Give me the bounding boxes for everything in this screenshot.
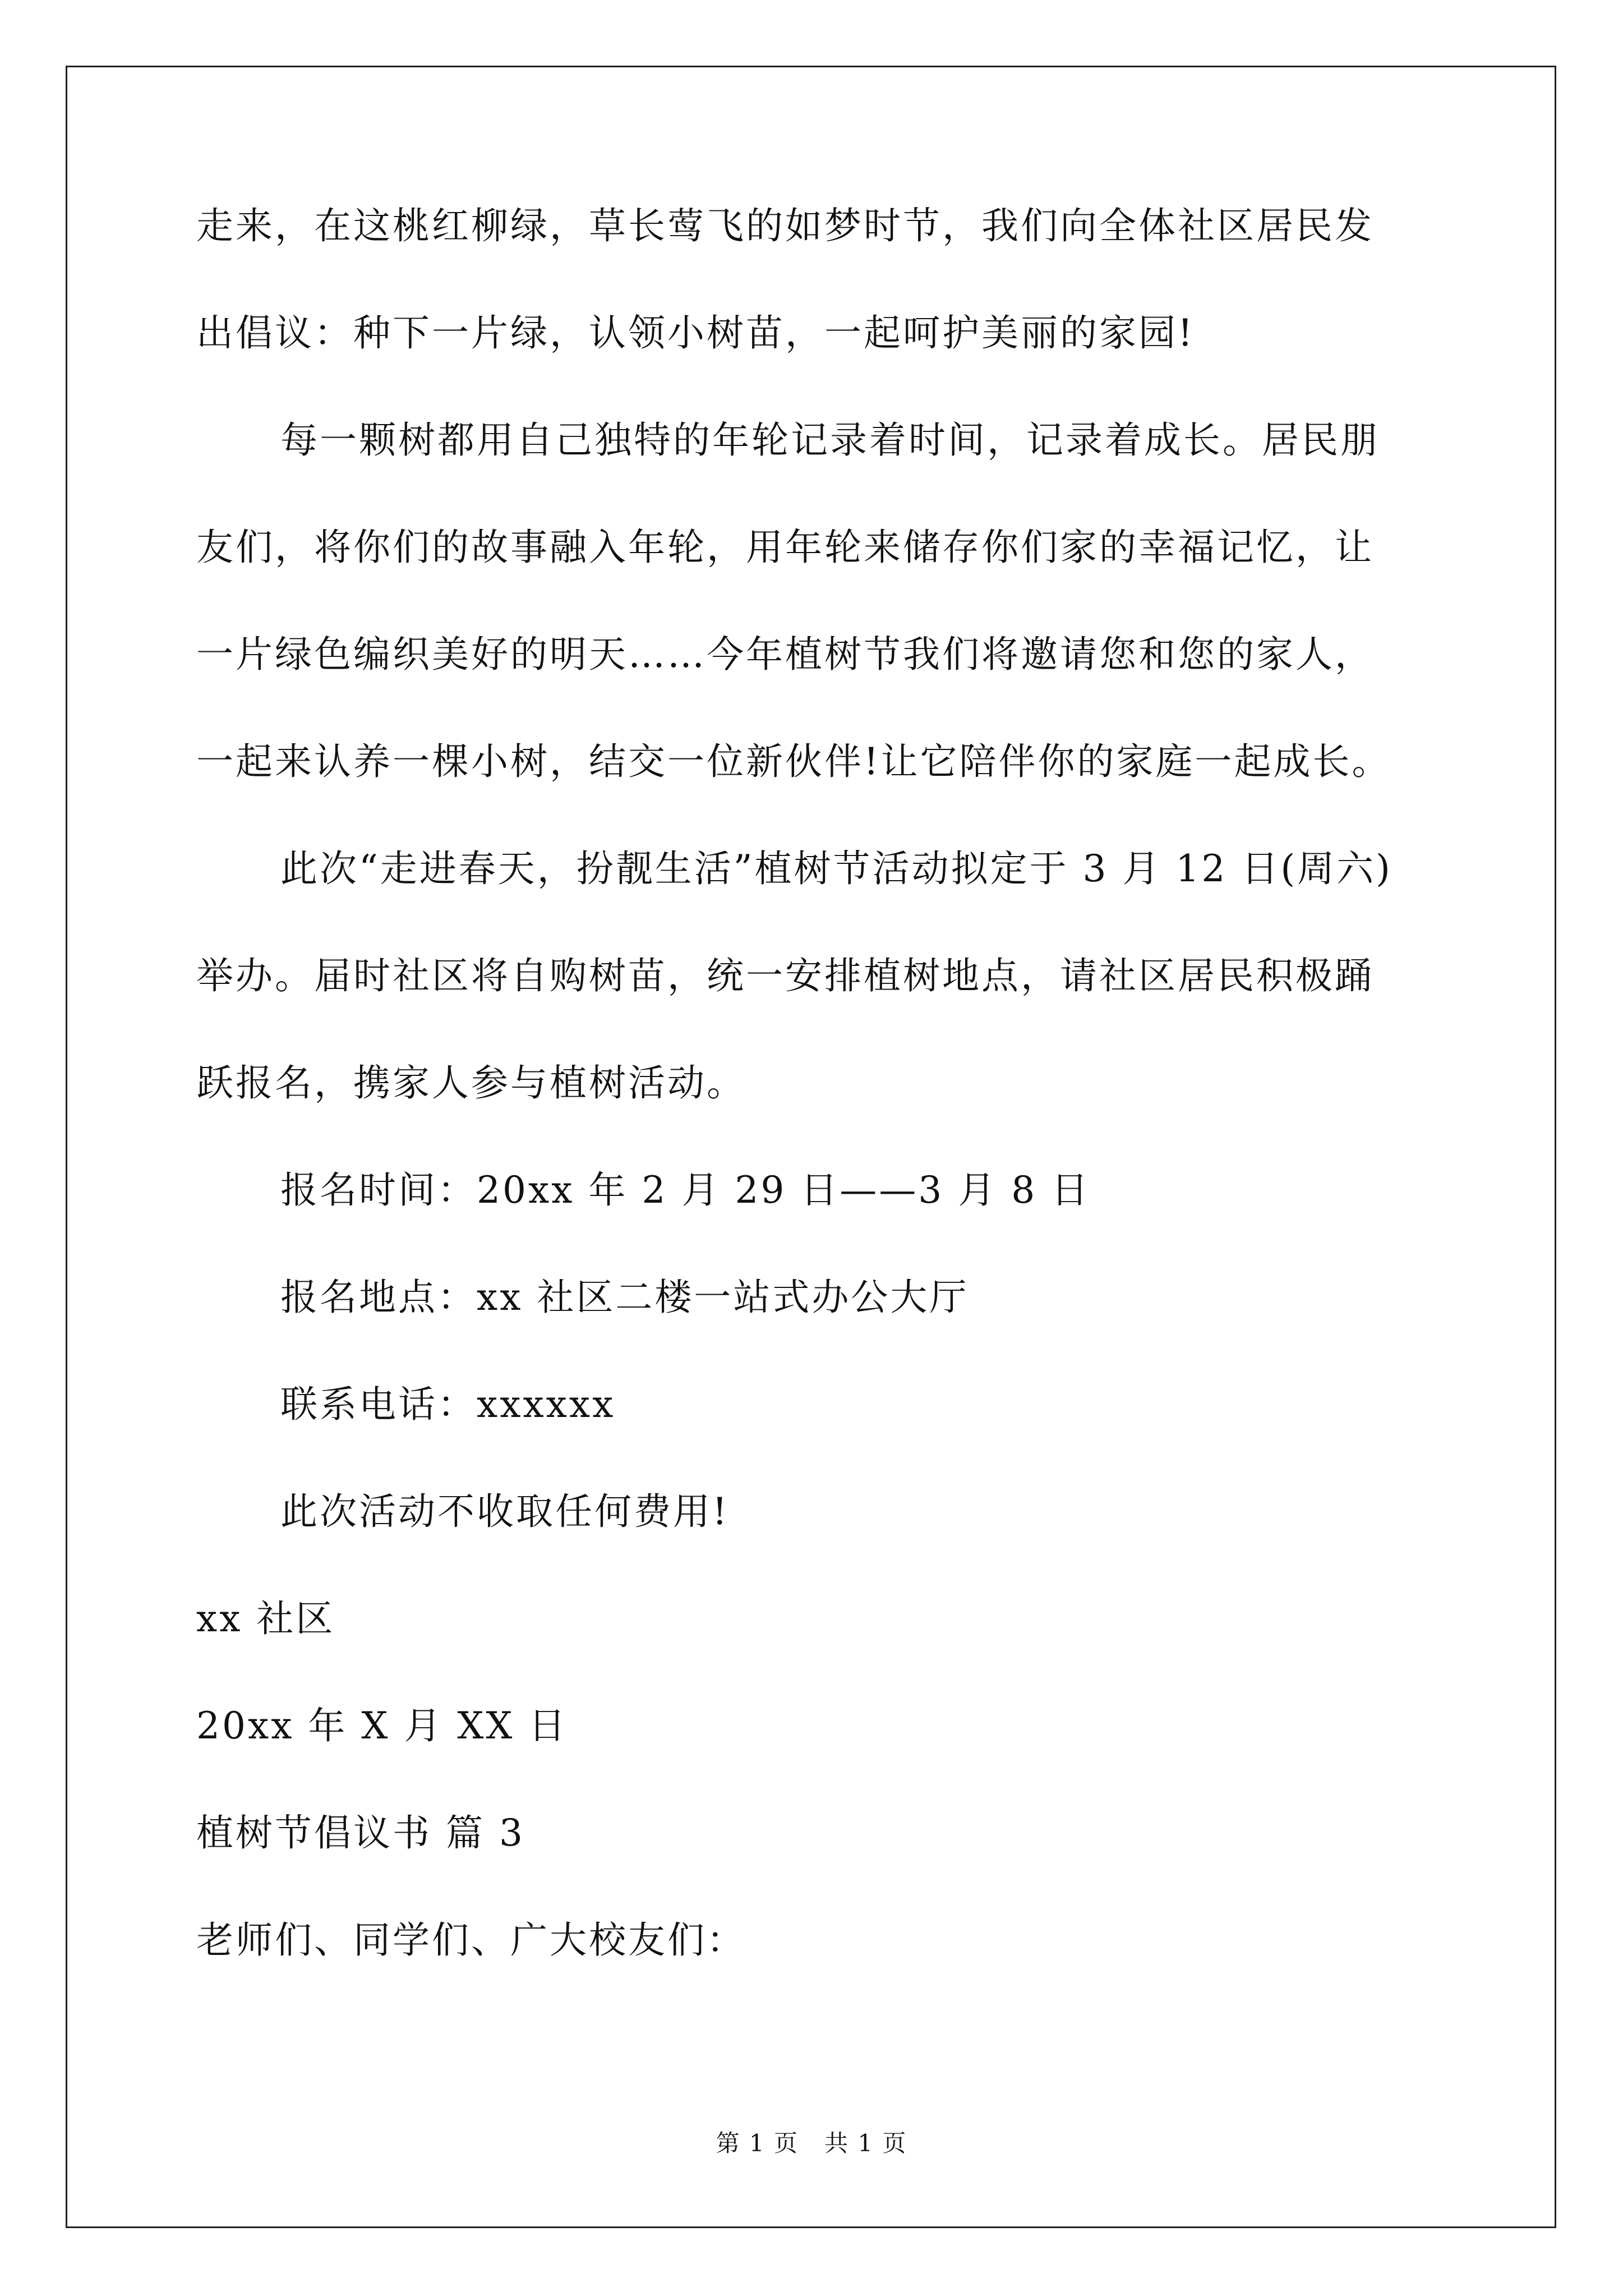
paragraph-line: 此次“走进春天，扮靓生活”植树节活动拟定于 3 月 12 日(周六)	[280, 847, 1393, 890]
contact-phone: 联系电话：xxxxxx	[280, 1383, 616, 1426]
document-body	[196, 204, 1458, 2029]
paragraph-line: 一起来认养一棵小树，结交一位新伙伴!让它陪伴你的家庭一起成长。	[196, 740, 1391, 783]
signup-location: 报名地点：xx 社区二楼一站式办公大厅	[280, 1276, 969, 1319]
salutation: 老师们、同学们、广大校友们：	[196, 1918, 746, 1962]
signup-time: 报名时间：20xx 年 2 月 29 日——3 月 8 日	[280, 1168, 1091, 1212]
page-total: 共 1 页	[824, 2129, 907, 2157]
paragraph-line: 举办。届时社区将自购树苗，统一安排植树地点，请社区居民积极踊	[196, 954, 1374, 997]
paragraph-line: 出倡议：种下一片绿，认领小树苗，一起呵护美丽的家园!	[196, 311, 1195, 355]
page-number: 第 1 页	[716, 2129, 799, 2157]
page-footer	[0, 2129, 1623, 2157]
paragraph-line: 走来，在这桃红柳绿，草长莺飞的如梦时节，我们向全体社区居民发	[196, 204, 1374, 247]
paragraph-line: 友们，将你们的故事融入年轮，用年轮来储存你们家的幸福记忆，让	[196, 526, 1374, 569]
fee-notice: 此次活动不收取任何费用!	[280, 1490, 730, 1533]
signature-community: xx 社区	[196, 1597, 335, 1640]
signature-date: 20xx 年 X 月 XX 日	[196, 1704, 568, 1747]
paragraph-line: 一片绿色编织美好的明天……今年植树节我们将邀请您和您的家人，	[196, 633, 1374, 676]
paragraph-line: 跃报名，携家人参与植树活动。	[196, 1061, 746, 1105]
section-title: 植树节倡议书 篇 3	[196, 1811, 525, 1855]
paragraph-line: 每一颗树都用自己独特的年轮记录着时间，记录着成长。居民朋	[280, 418, 1380, 462]
